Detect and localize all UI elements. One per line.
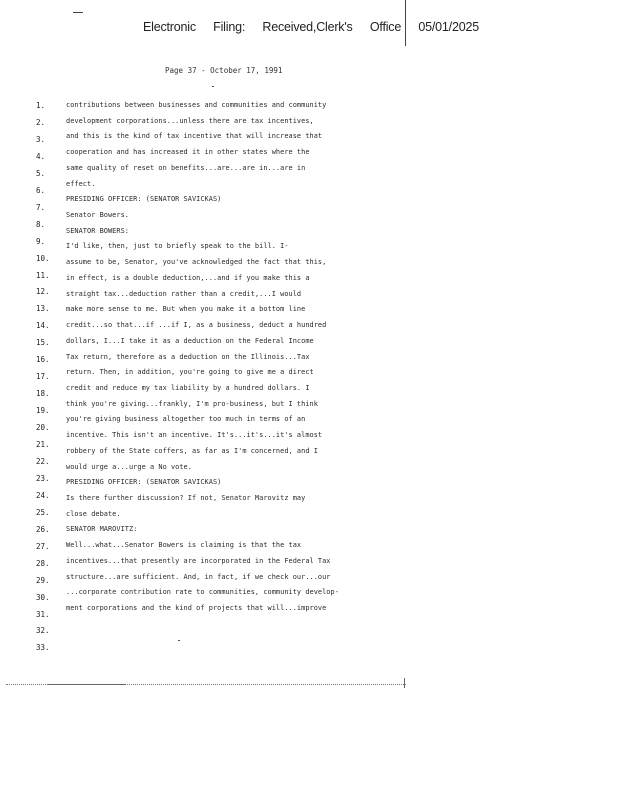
line-number: 30. (36, 592, 50, 602)
stamp-received: Received,Clerk's (262, 20, 353, 34)
transcript-line: I'd like, then, just to briefly speak to the bill. I- (66, 242, 289, 251)
line-number: 15. (36, 338, 50, 348)
transcript-line: in effect, is a double deduction,...and if you make this a (66, 273, 310, 282)
stamp-filing: Filing: (213, 20, 246, 34)
transcript-line: you're giving business altogether too much in terms of an (66, 415, 306, 424)
transcript-line: PRESIDING OFFICER: (SENATOR SAVICKAS) (66, 195, 222, 204)
transcript-line: and this is the kind of tax incentive that will increase that (66, 132, 323, 141)
transcript-line: return. Then, in addition, you're going to give me a direct (66, 368, 314, 377)
transcript-line: close debate. (66, 509, 121, 518)
line-number: 13. (36, 304, 50, 314)
line-number: 4. (36, 151, 46, 161)
transcript-line: straight tax...deduction rather than a credit,...I would (66, 289, 302, 298)
stamp-electronic: Electronic (143, 20, 196, 34)
transcript-line: robbery of the State coffers, as far as I'm concerned, and I (66, 446, 318, 455)
transcript-line: Senator Bowers. (66, 211, 129, 220)
scan-speck (212, 86, 214, 87)
line-number: 12. (36, 287, 50, 297)
scan-mark-top (73, 12, 83, 13)
transcript-line: incentives...that presently are incorporated in the Federal Tax (66, 556, 331, 565)
stamp-office: Office (369, 20, 402, 34)
transcript-line: credit and reduce my tax liability by a hundred dollars. I (66, 383, 310, 392)
transcript-line: assume to be, Senator, you've acknowledged the fact that this, (66, 258, 327, 267)
line-number: 20. (36, 423, 50, 433)
transcript-line: dollars, I...I take it as a deduction on the Federal Income (66, 336, 314, 345)
line-number: 16. (36, 355, 50, 365)
line-number: 3. (36, 134, 46, 144)
transcript-line: PRESIDING OFFICER: (SENATOR SAVICKAS) (66, 478, 222, 487)
transcript-line: SENATOR MAROVITZ: (66, 525, 138, 534)
line-number: 32. (36, 626, 50, 636)
line-number: 6. (36, 185, 46, 195)
transcript-line: ment corporations and the kind of projects that will...improve (66, 604, 327, 613)
transcript-line: cooperation and has increased it in other states where the (66, 148, 310, 157)
line-number: 8. (36, 219, 46, 229)
filing-stamp (143, 20, 479, 34)
page-header: Page 37 - October 17, 1991 (165, 66, 283, 75)
transcript-line: development corporations...unless there are tax incentives, (66, 116, 314, 125)
line-number: 14. (36, 321, 50, 331)
transcript-line: think you're giving...frankly, I'm pro-business, but I think (66, 399, 318, 408)
line-number: 19. (36, 406, 50, 416)
line-number: 7. (36, 202, 46, 212)
bottom-dash (48, 684, 126, 685)
line-number: 2. (36, 117, 46, 127)
transcript-line: Is there further discussion? If not, Senator Marovitz may (66, 494, 306, 502)
bottom-bracket (404, 678, 408, 688)
transcript-line: contributions between businesses and communities and community (66, 101, 327, 109)
line-number: 23. (36, 473, 50, 483)
line-number: 33. (36, 643, 50, 653)
transcript-line: Tax return, therefore as a deduction on the Illinois...Tax (66, 352, 310, 361)
transcript-line: make more sense to me. But when you make it a bottom line (66, 305, 306, 314)
line-number: 18. (36, 389, 50, 399)
transcript-line: incentive. This isn't an incentive. It's...it's...it's almost (66, 431, 323, 440)
line-number: 28. (36, 558, 50, 568)
transcript-line: would urge a...urge a No vote. (66, 462, 192, 471)
transcript-line: ...corporate contribution rate to communities, community develop- (66, 588, 339, 597)
line-number: 31. (36, 609, 50, 619)
transcript-line: structure...are sufficient. And, in fact, if we check our...our (66, 572, 331, 581)
transcript-line: same quality of reset on benefits...are...are in...are in (66, 163, 306, 172)
line-number: 27. (36, 541, 50, 551)
scan-speck (178, 640, 180, 641)
line-number: 21. (36, 440, 50, 449)
line-number: 1. (36, 101, 46, 110)
line-number: 17. (36, 372, 50, 382)
line-number: 25. (36, 507, 50, 517)
line-number: 5. (36, 168, 46, 178)
line-number: 22. (36, 456, 50, 466)
line-number: 26. (36, 524, 50, 534)
line-number: 11. (36, 270, 50, 280)
transcript-line: SENATOR BOWERS: (66, 226, 129, 235)
line-number: 10. (36, 253, 50, 263)
transcript-line: effect. (66, 179, 96, 188)
line-number: 9. (36, 236, 46, 246)
stamp-date: 05/01/2025 (418, 20, 479, 34)
transcript-line: credit...so that...if ...if I, as a business, deduct a hundred (66, 321, 327, 330)
line-number: 29. (36, 575, 50, 585)
transcript-line: Well...what...Senator Bowers is claiming is that the tax (66, 541, 302, 550)
line-number: 24. (36, 490, 50, 500)
